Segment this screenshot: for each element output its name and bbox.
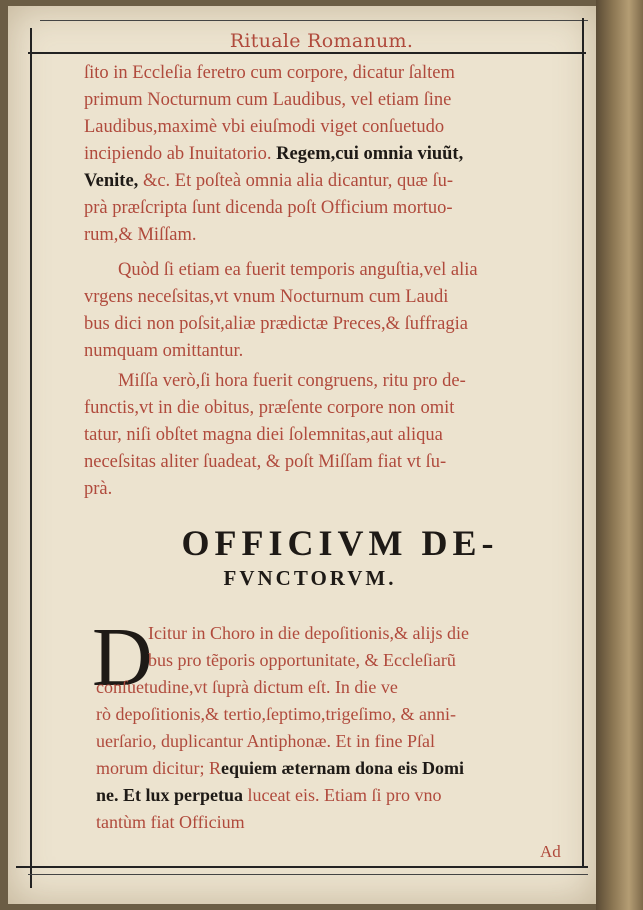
frame-rule-top-outer: [40, 20, 588, 21]
paragraph-4: Icitur in Choro in die depoſitionis,& alijs die bus pro tẽporis opportunitate, & Eccleſiarũ conſuetudine,vt ſuprà dictum eſt. In die ve rò depoſitionis,& tertio,ſeptimo,trigeſimo, & anni- uerſario, duplicantur Antiphonæ. Et in fine Pſal morum dicitur; Requiem æternam dona eis Domi ne. Et lux perpetua luceat eis. Etiam ſi pro vno tantùm fiat Officium: [96, 623, 469, 832]
catchword: Ad: [540, 842, 561, 861]
section-title-continued: FVNCTORVM.: [223, 566, 397, 590]
running-header: Rituale Romanum.: [229, 30, 414, 52]
paragraph-2: Quòd ſi etiam ea fuerit temporis anguſtia,vel alia vrgens neceſsitas,vt vnum Nocturnum cum Laudi bus dici non poſsit,aliæ prædictæ Preces,& ſuffragia numquam omittantur.: [84, 260, 478, 361]
frame-rule-left: [30, 28, 32, 888]
paragraph-3: Miſſa verò,ſi hora fuerit congruens, ritu pro de- functis,vt in die obitus, præſente corpore non omit tatur, niſi obſtet magna diei ſolemnitas,aut aliqua neceſsitas aliter ſuadeat, & poſt Miſſam fiat vt ſu- prà.: [84, 371, 466, 499]
frame-rule-top: [28, 52, 586, 54]
drop-cap: D: [92, 611, 153, 704]
frame-rule-bottom-inner: [28, 874, 588, 875]
frame-rule-bottom: [16, 866, 588, 868]
section-title: OFFICIVM DE-: [181, 523, 499, 563]
paragraph-1: ſito in Eccleſia feretro cum corpore, dicatur ſaltem primum Nocturnum cum Laudibus, vel etiam ſine Laudibus,maximè vbi eiuſmodi viget conſuetudo incipiendo ab Inuitatorio. Regem,cui omnia viuũt, Venite, &c. Et poſteà omnia alia dicantur, quæ ſu- prà præſcripta ſunt dicenda poſt Officium mortuo- rum,& Miſſam.: [84, 63, 464, 245]
